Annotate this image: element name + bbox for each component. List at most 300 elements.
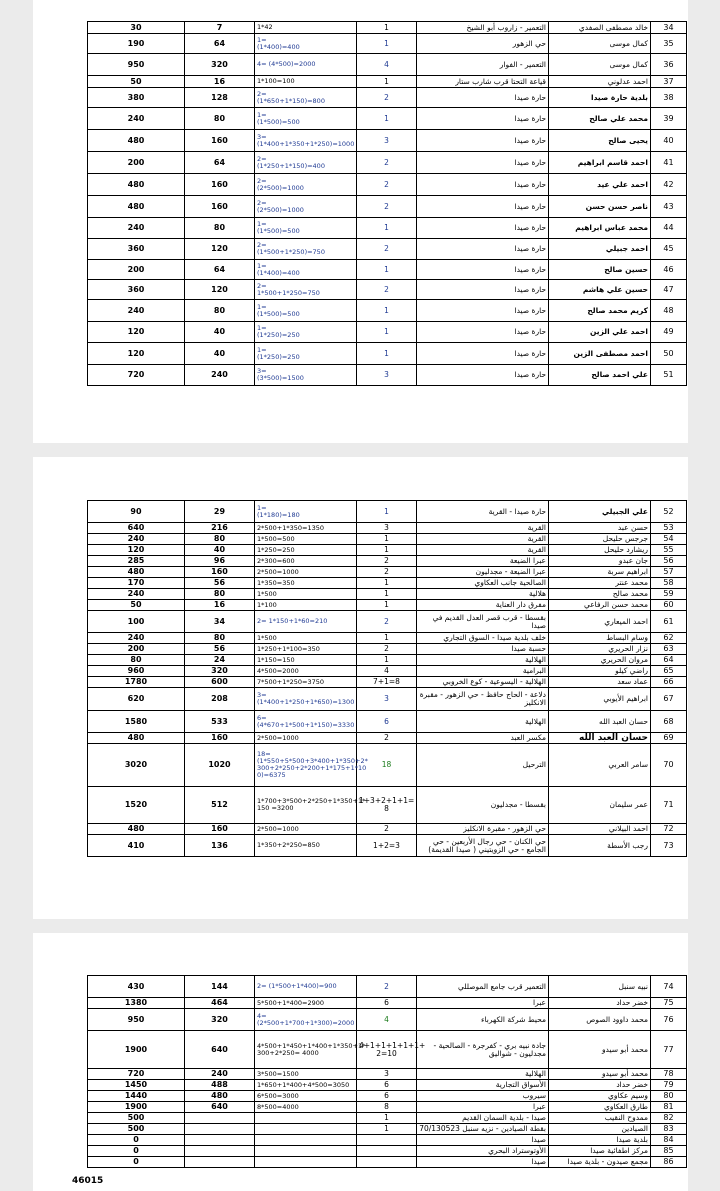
subtotal-cell bbox=[185, 1113, 255, 1124]
index-cell: 35 bbox=[651, 34, 687, 54]
name-cell: احمد عدلوني bbox=[549, 76, 651, 88]
name-cell: وسيم عكاوي bbox=[549, 1091, 651, 1102]
address-cell: الصالحية جانب العكاوي bbox=[417, 578, 549, 589]
index-cell: 63 bbox=[651, 644, 687, 655]
index-cell: 74 bbox=[651, 976, 687, 998]
index-cell: 53 bbox=[651, 523, 687, 534]
count-cell: 1 bbox=[357, 218, 417, 239]
subtotal-cell: 160 bbox=[185, 174, 255, 196]
count-cell bbox=[357, 1157, 417, 1168]
subtotal-cell: 29 bbox=[185, 501, 255, 523]
table-row bbox=[88, 1031, 687, 1069]
calculation-cell bbox=[255, 1146, 357, 1157]
count-cell: 6 bbox=[357, 711, 417, 733]
count-cell: 1 bbox=[357, 1113, 417, 1124]
table-row bbox=[88, 300, 687, 322]
address-cell: حارة صيدا bbox=[417, 174, 549, 196]
index-cell: 59 bbox=[651, 589, 687, 600]
name-cell: احمد جبيلي bbox=[549, 239, 651, 260]
total-cell: 360 bbox=[88, 280, 185, 300]
index-cell: 38 bbox=[651, 88, 687, 108]
total-cell: 360 bbox=[88, 239, 185, 260]
calculation-cell: 6*500=3000 bbox=[255, 1091, 357, 1102]
address-cell: صيدا bbox=[417, 1135, 549, 1146]
table-row bbox=[88, 1157, 687, 1168]
name-cell: ممدوح النقيب bbox=[549, 1113, 651, 1124]
address-cell: القرية bbox=[417, 523, 549, 534]
address-cell: حي الزهور - مقبرة الانكليز bbox=[417, 824, 549, 835]
count-cell bbox=[357, 1135, 417, 1146]
count-cell: 1+3+2+1+1= 8 bbox=[357, 787, 417, 824]
table-row bbox=[88, 976, 687, 998]
index-cell: 85 bbox=[651, 1146, 687, 1157]
index-cell: 56 bbox=[651, 556, 687, 567]
subtotal-cell: 34 bbox=[185, 611, 255, 633]
table-row bbox=[88, 523, 687, 534]
count-cell: 1 bbox=[357, 108, 417, 130]
count-cell: 1 bbox=[357, 501, 417, 523]
name-cell: علي احمد صالح bbox=[549, 365, 651, 386]
index-cell: 57 bbox=[651, 567, 687, 578]
index-cell: 81 bbox=[651, 1102, 687, 1113]
subtotal-cell: 216 bbox=[185, 523, 255, 534]
calculation-cell: 2= (1*650+1*150)=800 bbox=[255, 88, 357, 108]
total-cell: 720 bbox=[88, 365, 185, 386]
calculation-cell: 2*500=1000 bbox=[255, 733, 357, 744]
total-cell: 0 bbox=[88, 1157, 185, 1168]
document-page-3 bbox=[33, 933, 688, 1191]
index-cell: 76 bbox=[651, 1009, 687, 1031]
table-row bbox=[88, 322, 687, 343]
count-cell: 7+1=8 bbox=[357, 677, 417, 688]
total-cell: 0 bbox=[88, 1146, 185, 1157]
total-cell: 240 bbox=[88, 218, 185, 239]
calculation-cell: 6= (4*670+1*500+1*150)=3330 bbox=[255, 711, 357, 733]
index-cell: 50 bbox=[651, 343, 687, 365]
index-cell: 36 bbox=[651, 54, 687, 76]
table-row bbox=[88, 130, 687, 152]
name-cell: جان عبدو bbox=[549, 556, 651, 567]
count-cell: 2 bbox=[357, 644, 417, 655]
subtotal-cell: 160 bbox=[185, 733, 255, 744]
subtotal-cell bbox=[185, 1124, 255, 1135]
count-cell bbox=[357, 1146, 417, 1157]
count-cell: 1 bbox=[357, 260, 417, 280]
total-cell: 90 bbox=[88, 501, 185, 523]
table-row bbox=[88, 611, 687, 633]
name-cell: عماد سعد bbox=[549, 677, 651, 688]
total-cell: 960 bbox=[88, 666, 185, 677]
index-cell: 70 bbox=[651, 744, 687, 787]
index-cell: 41 bbox=[651, 152, 687, 174]
name-cell: ابراهيم سربة bbox=[549, 567, 651, 578]
table-row bbox=[88, 108, 687, 130]
name-cell: محمد أبو سيدو bbox=[549, 1069, 651, 1080]
table-row bbox=[88, 152, 687, 174]
table-row bbox=[88, 835, 687, 857]
total-cell: 950 bbox=[88, 54, 185, 76]
total-cell: 430 bbox=[88, 976, 185, 998]
index-cell: 37 bbox=[651, 76, 687, 88]
address-cell: التعمير قرب جامع الموصللي bbox=[417, 976, 549, 998]
calculation-cell: 2= (1*500+1*400)=900 bbox=[255, 976, 357, 998]
table-row bbox=[88, 998, 687, 1009]
subtotal-cell: 320 bbox=[185, 666, 255, 677]
table-row bbox=[88, 600, 687, 611]
name-cell: حسين صالح bbox=[549, 260, 651, 280]
table-row bbox=[88, 174, 687, 196]
subtotal-cell: 160 bbox=[185, 130, 255, 152]
name-cell: وسام البساط bbox=[549, 633, 651, 644]
address-cell: حارة صيدا bbox=[417, 280, 549, 300]
name-cell: كمال موسى bbox=[549, 34, 651, 54]
count-cell: 1 bbox=[357, 600, 417, 611]
index-cell: 58 bbox=[651, 578, 687, 589]
subtotal-cell bbox=[185, 1157, 255, 1168]
calculation-cell: 5*500+1*400=2900 bbox=[255, 998, 357, 1009]
subtotal-cell: 640 bbox=[185, 1031, 255, 1069]
total-cell: 100 bbox=[88, 611, 185, 633]
index-cell: 60 bbox=[651, 600, 687, 611]
subtotal-cell: 16 bbox=[185, 600, 255, 611]
address-cell: هلالية bbox=[417, 589, 549, 600]
total-cell: 410 bbox=[88, 835, 185, 857]
address-cell: البرامية bbox=[417, 666, 549, 677]
subtotal-cell: 64 bbox=[185, 34, 255, 54]
subtotal-cell: 240 bbox=[185, 365, 255, 386]
total-cell: 1900 bbox=[88, 1102, 185, 1113]
table-row bbox=[88, 218, 687, 239]
count-cell: 1 bbox=[357, 300, 417, 322]
count-cell: 3 bbox=[357, 523, 417, 534]
total-cell: 170 bbox=[88, 578, 185, 589]
total-cell: 80 bbox=[88, 655, 185, 666]
table-row bbox=[88, 1135, 687, 1146]
name-cell: حسين علي هاشم bbox=[549, 280, 651, 300]
index-cell: 54 bbox=[651, 534, 687, 545]
total-cell: 480 bbox=[88, 567, 185, 578]
table-row bbox=[88, 1146, 687, 1157]
calculation-cell: 1= (1*250)=250 bbox=[255, 343, 357, 365]
count-cell: 1 bbox=[357, 34, 417, 54]
index-cell: 62 bbox=[651, 633, 687, 644]
count-cell: 4 bbox=[357, 54, 417, 76]
address-cell: القرية bbox=[417, 534, 549, 545]
address-cell: عبرا الضيعة - مجدليون bbox=[417, 567, 549, 578]
calculation-cell: 1*42 bbox=[255, 22, 357, 34]
subtotal-cell: 16 bbox=[185, 76, 255, 88]
address-cell: صيدا bbox=[417, 1157, 549, 1168]
name-cell: كريم محمد صالح bbox=[549, 300, 651, 322]
count-cell: 1+2=3 bbox=[357, 835, 417, 857]
subtotal-cell: 136 bbox=[185, 835, 255, 857]
count-cell: 1 bbox=[357, 655, 417, 666]
name-cell: محمد صالح bbox=[549, 589, 651, 600]
index-cell: 39 bbox=[651, 108, 687, 130]
address-cell: حارة صيدا bbox=[417, 322, 549, 343]
subtotal-cell: 512 bbox=[185, 787, 255, 824]
index-cell: 84 bbox=[651, 1135, 687, 1146]
table-row bbox=[88, 567, 687, 578]
index-cell: 49 bbox=[651, 322, 687, 343]
calculation-cell: 4*500=2000 bbox=[255, 666, 357, 677]
document-page-2 bbox=[33, 457, 688, 919]
subtotal-cell: 56 bbox=[185, 578, 255, 589]
table-row bbox=[88, 633, 687, 644]
subtotal-cell: 40 bbox=[185, 322, 255, 343]
count-cell: 2 bbox=[357, 733, 417, 744]
address-cell: حارة صيدا bbox=[417, 260, 549, 280]
table-row bbox=[88, 196, 687, 218]
table-row bbox=[88, 733, 687, 744]
calculation-cell: 2= (2*500)=1000 bbox=[255, 196, 357, 218]
name-cell: سامر العربي bbox=[549, 744, 651, 787]
table-row bbox=[88, 1080, 687, 1091]
subtotal-cell: 160 bbox=[185, 196, 255, 218]
subtotal-cell bbox=[185, 1135, 255, 1146]
name-cell: محمد حسن الرفاعي bbox=[549, 600, 651, 611]
count-cell: 6 bbox=[357, 1080, 417, 1091]
address-cell: سيروب bbox=[417, 1091, 549, 1102]
index-cell: 61 bbox=[651, 611, 687, 633]
name-cell: بلدية حارة صيدا bbox=[549, 88, 651, 108]
subtotal-cell: 600 bbox=[185, 677, 255, 688]
subtotal-cell: 80 bbox=[185, 534, 255, 545]
subtotal-cell: 240 bbox=[185, 1069, 255, 1080]
count-cell: 2 bbox=[357, 824, 417, 835]
total-cell: 30 bbox=[88, 22, 185, 34]
calculation-cell bbox=[255, 1157, 357, 1168]
name-cell: احمد قاسم ابراهيم bbox=[549, 152, 651, 174]
count-cell: 2 bbox=[357, 567, 417, 578]
calculation-cell: 1*350=350 bbox=[255, 578, 357, 589]
index-cell: 43 bbox=[651, 196, 687, 218]
total-cell: 120 bbox=[88, 343, 185, 365]
table-row bbox=[88, 88, 687, 108]
calculation-cell: 1= (1*400)=400 bbox=[255, 260, 357, 280]
total-cell: 285 bbox=[88, 556, 185, 567]
calculation-cell: 3= (1*400+1*350+1*250)=1000 bbox=[255, 130, 357, 152]
address-cell: حارة صيدا bbox=[417, 108, 549, 130]
table-row bbox=[88, 589, 687, 600]
total-cell: 1580 bbox=[88, 711, 185, 733]
total-cell: 240 bbox=[88, 534, 185, 545]
calculation-cell: 2= 1*150+1*60=210 bbox=[255, 611, 357, 633]
table-row bbox=[88, 76, 687, 88]
calculation-cell: 1= (1*500)=500 bbox=[255, 300, 357, 322]
address-cell: حارة صيدا bbox=[417, 300, 549, 322]
count-cell: 2 bbox=[357, 556, 417, 567]
subtotal-cell: 640 bbox=[185, 1102, 255, 1113]
index-cell: 78 bbox=[651, 1069, 687, 1080]
table-row bbox=[88, 824, 687, 835]
total-cell: 120 bbox=[88, 545, 185, 556]
index-cell: 34 bbox=[651, 22, 687, 34]
name-cell: طارق العكاوي bbox=[549, 1102, 651, 1113]
total-cell: 1450 bbox=[88, 1080, 185, 1091]
count-cell: 6 bbox=[357, 998, 417, 1009]
total-cell: 480 bbox=[88, 130, 185, 152]
name-cell: الصيادين bbox=[549, 1124, 651, 1135]
name-cell: ريشارد حليحل bbox=[549, 545, 651, 556]
index-cell: 75 bbox=[651, 998, 687, 1009]
name-cell: حسن عبد bbox=[549, 523, 651, 534]
index-cell: 73 bbox=[651, 835, 687, 857]
table-row bbox=[88, 787, 687, 824]
document-page-1 bbox=[33, 0, 688, 443]
address-cell: حارة صيدا bbox=[417, 343, 549, 365]
address-cell: حارة صيدا bbox=[417, 218, 549, 239]
total-cell: 0 bbox=[88, 1135, 185, 1146]
total-cell: 200 bbox=[88, 152, 185, 174]
table-page-2 bbox=[87, 500, 687, 857]
calculation-cell: 1*500 bbox=[255, 589, 357, 600]
subtotal-cell: 128 bbox=[185, 88, 255, 108]
address-cell: محيط شركة الكهرباء bbox=[417, 1009, 549, 1031]
index-cell: 77 bbox=[651, 1031, 687, 1069]
index-cell: 51 bbox=[651, 365, 687, 386]
index-cell: 47 bbox=[651, 280, 687, 300]
subtotal-cell: 160 bbox=[185, 567, 255, 578]
table-row bbox=[88, 744, 687, 787]
count-cell: 1 bbox=[357, 534, 417, 545]
subtotal-cell: 320 bbox=[185, 1009, 255, 1031]
subtotal-cell: 80 bbox=[185, 218, 255, 239]
index-cell: 45 bbox=[651, 239, 687, 260]
count-cell: 1 bbox=[357, 578, 417, 589]
subtotal-cell: 40 bbox=[185, 545, 255, 556]
address-cell: التعمير - زاروب أبو الشيخ bbox=[417, 22, 549, 34]
address-cell: بقطة الصيادين - نزيه سنبل 70/130523 bbox=[417, 1124, 549, 1135]
calculation-cell: 2*500=1000 bbox=[255, 824, 357, 835]
subtotal-cell: 80 bbox=[185, 633, 255, 644]
subtotal-cell: 56 bbox=[185, 644, 255, 655]
calculation-cell: 1*500 bbox=[255, 633, 357, 644]
name-cell: يحيى صالح bbox=[549, 130, 651, 152]
index-cell: 67 bbox=[651, 688, 687, 711]
address-cell: عبرا bbox=[417, 998, 549, 1009]
calculation-cell bbox=[255, 1135, 357, 1146]
name-cell: جرجس حليحل bbox=[549, 534, 651, 545]
calculation-cell: 1= (1*250)=250 bbox=[255, 322, 357, 343]
address-cell: بقسطا - قرب قصر العدل القديم في صيدا bbox=[417, 611, 549, 633]
count-cell: 2 bbox=[357, 174, 417, 196]
name-cell: راضي كيلو bbox=[549, 666, 651, 677]
calculation-cell bbox=[255, 1113, 357, 1124]
name-cell: حسان العبد الله bbox=[549, 733, 651, 744]
index-cell: 44 bbox=[651, 218, 687, 239]
table-row bbox=[88, 239, 687, 260]
total-cell: 640 bbox=[88, 523, 185, 534]
table-row bbox=[88, 556, 687, 567]
table-row bbox=[88, 666, 687, 677]
table-row bbox=[88, 54, 687, 76]
address-cell: حي الزهور bbox=[417, 34, 549, 54]
calculation-cell: 4*500+1*450+1*400+1*350+1* 300+2*250= 4000 bbox=[255, 1031, 357, 1069]
total-cell: 240 bbox=[88, 589, 185, 600]
count-cell: 1 bbox=[357, 1124, 417, 1135]
subtotal-cell: 80 bbox=[185, 108, 255, 130]
table-row bbox=[88, 711, 687, 733]
calculation-cell: 2*300=600 bbox=[255, 556, 357, 567]
table-row bbox=[88, 545, 687, 556]
total-cell: 480 bbox=[88, 733, 185, 744]
address-cell: مكسر العبد bbox=[417, 733, 549, 744]
index-cell: 42 bbox=[651, 174, 687, 196]
index-cell: 52 bbox=[651, 501, 687, 523]
count-cell: 4+1+1+1+1+1+ 2=10 bbox=[357, 1031, 417, 1069]
total-cell: 1900 bbox=[88, 1031, 185, 1069]
address-cell: حارة صيدا bbox=[417, 365, 549, 386]
name-cell: حسان العبد الله bbox=[549, 711, 651, 733]
name-cell: احمد علي الزين bbox=[549, 322, 651, 343]
total-cell: 50 bbox=[88, 600, 185, 611]
count-cell: 4 bbox=[357, 666, 417, 677]
total-cell: 480 bbox=[88, 196, 185, 218]
count-cell: 6 bbox=[357, 1091, 417, 1102]
index-cell: 46 bbox=[651, 260, 687, 280]
count-cell: 8 bbox=[357, 1102, 417, 1113]
calculation-cell: 18= (1*550+5*500+3*400+1*350+2* 300+2*250+2*200+1*175+1*10 0)=6375 bbox=[255, 744, 357, 787]
count-cell: 18 bbox=[357, 744, 417, 787]
total-cell: 380 bbox=[88, 88, 185, 108]
table-row bbox=[88, 22, 687, 34]
total-cell: 190 bbox=[88, 34, 185, 54]
address-cell: حارة صيدا - القرية bbox=[417, 501, 549, 523]
calculation-cell: 2*500=1000 bbox=[255, 567, 357, 578]
count-cell: 2 bbox=[357, 152, 417, 174]
name-cell: نبيه سنبل bbox=[549, 976, 651, 998]
calculation-cell: 1*150=150 bbox=[255, 655, 357, 666]
table-row bbox=[88, 1091, 687, 1102]
count-cell: 2 bbox=[357, 611, 417, 633]
name-cell: محمد أبو سيدو bbox=[549, 1031, 651, 1069]
index-cell: 79 bbox=[651, 1080, 687, 1091]
calculation-cell: 1= (1*400)=400 bbox=[255, 34, 357, 54]
calculation-cell: 1*500=500 bbox=[255, 534, 357, 545]
total-cell: 480 bbox=[88, 824, 185, 835]
total-cell: 240 bbox=[88, 300, 185, 322]
index-cell: 71 bbox=[651, 787, 687, 824]
count-cell: 3 bbox=[357, 130, 417, 152]
address-cell: التعمير - الفوار bbox=[417, 54, 549, 76]
total-cell: 1520 bbox=[88, 787, 185, 824]
total-cell: 500 bbox=[88, 1124, 185, 1135]
count-cell: 3 bbox=[357, 688, 417, 711]
name-cell: احمد مصطفى الزين bbox=[549, 343, 651, 365]
count-cell: 3 bbox=[357, 365, 417, 386]
name-cell: ابراهيم الأيوبي bbox=[549, 688, 651, 711]
subtotal-cell: 7 bbox=[185, 22, 255, 34]
address-cell: الهلالية bbox=[417, 1069, 549, 1080]
count-cell: 1 bbox=[357, 322, 417, 343]
table-page-3 bbox=[87, 975, 687, 1168]
index-cell: 55 bbox=[651, 545, 687, 556]
table-row bbox=[88, 578, 687, 589]
name-cell: عمر سليمان bbox=[549, 787, 651, 824]
total-cell: 200 bbox=[88, 260, 185, 280]
calculation-cell bbox=[255, 1124, 357, 1135]
calculation-cell: 1= (1*180)=180 bbox=[255, 501, 357, 523]
calculation-cell: 1= (1*500)=500 bbox=[255, 108, 357, 130]
grand-total: 46015 bbox=[72, 1176, 104, 1186]
index-cell: 86 bbox=[651, 1157, 687, 1168]
table-row bbox=[88, 34, 687, 54]
name-cell: بلدية صيدا bbox=[549, 1135, 651, 1146]
calculation-cell: 1*100 bbox=[255, 600, 357, 611]
table-row bbox=[88, 501, 687, 523]
address-cell: حارة صيدا bbox=[417, 196, 549, 218]
